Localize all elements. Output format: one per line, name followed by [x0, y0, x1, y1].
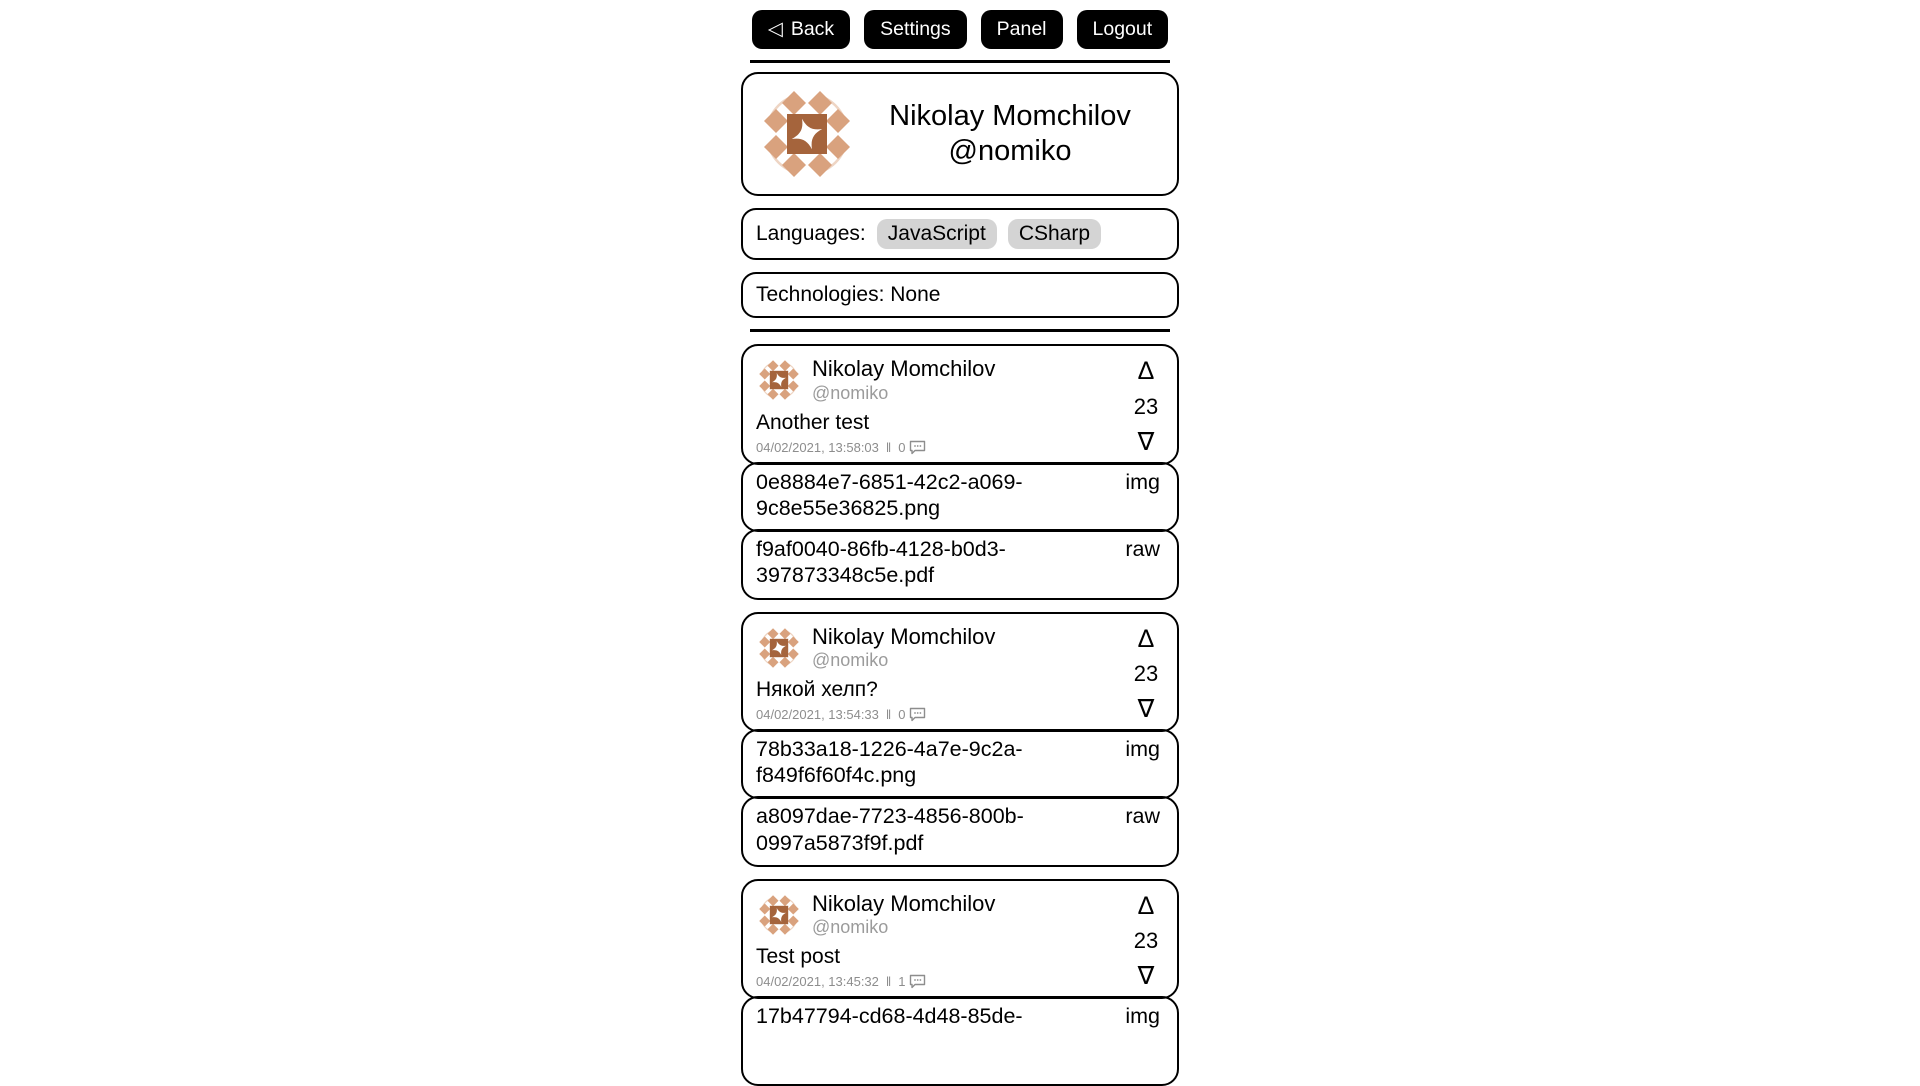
- posts-column: [741, 344, 1179, 1086]
- post-author-avatar[interactable]: [756, 357, 802, 403]
- vote-column: [1129, 624, 1163, 722]
- vote-score: 23: [1133, 661, 1159, 687]
- back-button-label: Back: [790, 18, 835, 40]
- attachment-filename: a8097dae-7723-4856-800b-0997a5873f9f.pdf: [756, 804, 1024, 855]
- attachment-row[interactable]: [741, 529, 1179, 599]
- attachment-filename: 78b33a18-1226-4a7e-9c2a-f849f6f60f4c.png: [756, 736, 1023, 788]
- meta-separator: ‖: [885, 974, 892, 990]
- post-header: [756, 891, 1129, 938]
- post-title[interactable]: Another test: [756, 410, 870, 434]
- back-button[interactable]: [752, 10, 850, 49]
- logout-button[interactable]: [1077, 10, 1169, 49]
- languages-label: Languages:: [756, 222, 866, 246]
- downvote-button[interactable]: ∇: [1137, 427, 1155, 456]
- divider: [750, 60, 1170, 63]
- post-meta: [756, 440, 1129, 455]
- back-arrow-icon: ◁: [767, 18, 783, 40]
- post-timestamp: 04/02/2021, 13:45:32: [756, 974, 879, 990]
- attachment-type-label: img: [1125, 469, 1160, 494]
- post-card[interactable]: [741, 612, 1179, 732]
- post-header: [756, 624, 1129, 671]
- post-title[interactable]: Test post: [756, 945, 841, 969]
- settings-button-label: Settings: [880, 18, 951, 40]
- post-author-name: Nikolay Momchilov: [812, 356, 996, 382]
- profile-handle: @nomiko: [948, 135, 1072, 168]
- attachment-filename: 17b47794-cd68-4d48-85de-: [756, 1004, 1023, 1029]
- post-card[interactable]: [741, 879, 1179, 999]
- content-column: [741, 72, 1179, 318]
- downvote-button[interactable]: ∇: [1137, 694, 1155, 723]
- post-header: [756, 356, 1129, 403]
- comment-icon: [909, 974, 926, 989]
- post-meta: [756, 974, 1129, 989]
- vote-column: [1129, 356, 1163, 454]
- language-badge: JavaScript: [877, 219, 997, 249]
- settings-button[interactable]: [864, 10, 966, 49]
- post-author-block: [812, 356, 995, 403]
- post-group: [741, 879, 1179, 1086]
- post-group: [741, 344, 1179, 599]
- attachment-filename: 0e8884e7-6851-42c2-a069-9c8e55e36825.png: [756, 469, 1023, 520]
- post-main: [756, 891, 1129, 989]
- profile-name: Nikolay Momchilov: [889, 100, 1131, 133]
- attachment-type-label: raw: [1125, 804, 1160, 829]
- meta-separator: ‖: [885, 439, 892, 455]
- upvote-button[interactable]: Δ: [1137, 624, 1155, 653]
- attachment-type-label: raw: [1125, 537, 1160, 562]
- post-group: [741, 612, 1179, 867]
- post-author-handle: @nomiko: [812, 382, 889, 403]
- comment-count-group: [898, 707, 925, 722]
- comment-count: 0: [898, 439, 906, 455]
- post-meta: [756, 707, 1129, 722]
- post-main: [756, 624, 1129, 722]
- attachment-row[interactable]: [741, 996, 1179, 1086]
- vote-score: 23: [1133, 928, 1159, 954]
- upvote-button[interactable]: Δ: [1137, 357, 1155, 386]
- vote-score: 23: [1133, 394, 1159, 420]
- technologies-text: Technologies: None: [756, 283, 941, 307]
- technologies-box: [741, 272, 1179, 318]
- profile-card: [741, 72, 1179, 196]
- post-author-block: [812, 891, 995, 938]
- top-nav-bar: [0, 0, 1920, 49]
- profile-avatar: [757, 84, 857, 184]
- downvote-button[interactable]: ∇: [1137, 962, 1155, 991]
- post-timestamp: 04/02/2021, 13:54:33: [756, 706, 879, 722]
- comment-count-group: [898, 974, 925, 989]
- attachment-row[interactable]: [741, 796, 1179, 866]
- meta-separator: ‖: [885, 706, 892, 722]
- comment-count: 0: [898, 706, 906, 722]
- post-timestamp: 04/02/2021, 13:58:03: [756, 439, 879, 455]
- attachment-filename: f9af0040-86fb-4128-b0d3-397873348c5e.pdf: [756, 537, 1006, 588]
- panel-button[interactable]: [981, 10, 1063, 49]
- post-author-avatar[interactable]: [756, 625, 802, 671]
- post-author-name: Nikolay Momchilov: [812, 890, 996, 916]
- post-main: [756, 356, 1129, 454]
- post-author-handle: @nomiko: [812, 917, 889, 938]
- post-author-handle: @nomiko: [812, 649, 889, 670]
- post-author-name: Nikolay Momchilov: [812, 623, 996, 649]
- divider: [750, 329, 1170, 332]
- profile-names: [857, 99, 1163, 170]
- comment-icon: [909, 707, 926, 722]
- language-badge: CSharp: [1008, 219, 1101, 249]
- post-author-avatar[interactable]: [756, 892, 802, 938]
- post-author-block: [812, 624, 995, 671]
- attachment-type-label: img: [1125, 1004, 1160, 1029]
- panel-button-label: Panel: [996, 18, 1047, 40]
- comment-icon: [909, 440, 926, 455]
- upvote-button[interactable]: Δ: [1137, 891, 1155, 920]
- attachment-type-label: img: [1125, 736, 1160, 761]
- comment-count-group: [898, 440, 925, 455]
- post-title[interactable]: Някой хелп?: [756, 677, 878, 701]
- vote-column: [1129, 891, 1163, 989]
- post-card[interactable]: [741, 344, 1179, 464]
- comment-count: 1: [898, 974, 906, 990]
- logout-button-label: Logout: [1092, 18, 1153, 40]
- languages-box: [741, 208, 1179, 260]
- attachment-row[interactable]: [741, 729, 1179, 799]
- attachment-row[interactable]: [741, 462, 1179, 532]
